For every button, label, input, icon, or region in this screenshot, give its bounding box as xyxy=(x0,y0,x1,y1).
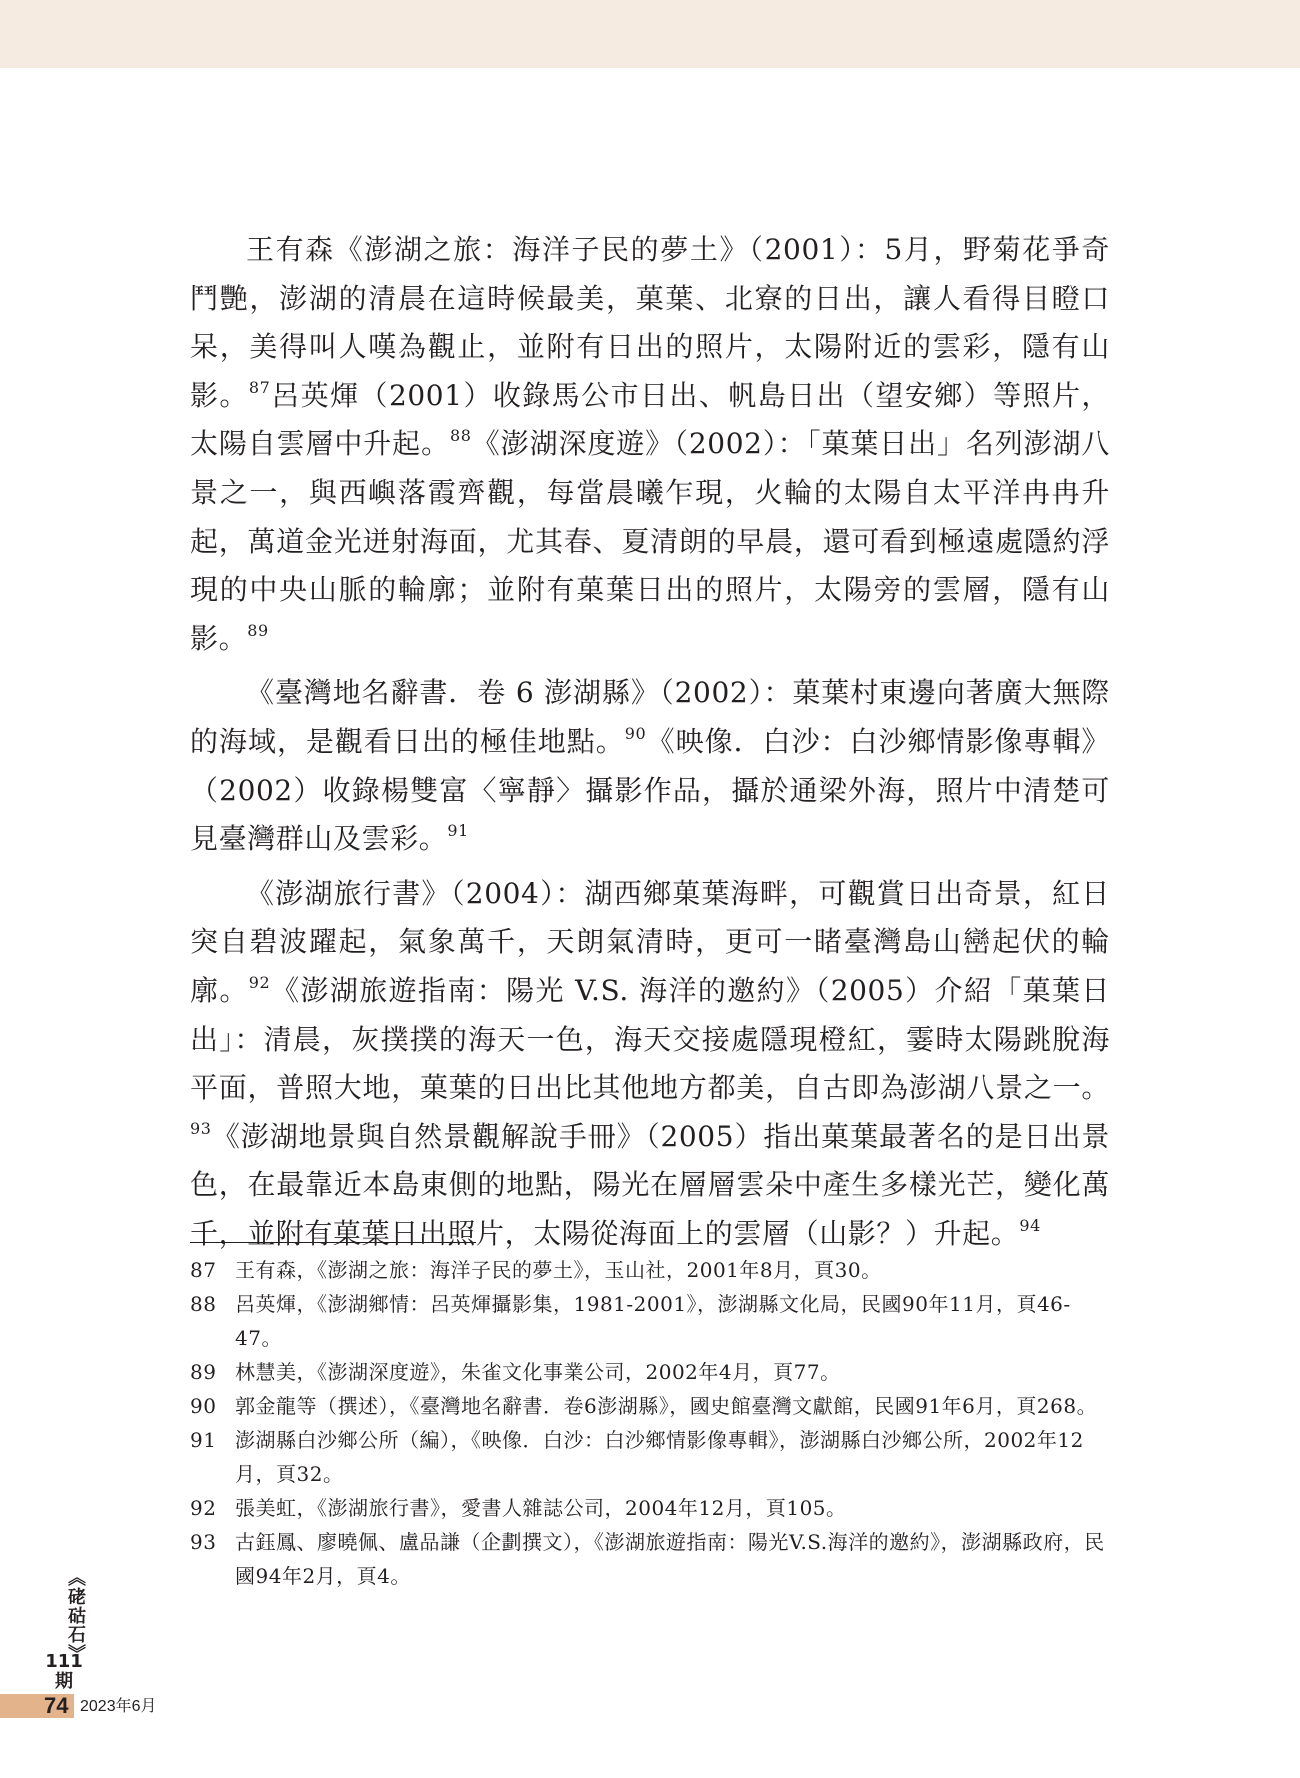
paragraph-3 xyxy=(190,870,1110,1259)
top-header-band xyxy=(0,0,1300,68)
footnote-text: 林慧美，《澎湖深度遊》，朱雀文化事業公司，2002年4月，頁77。 xyxy=(235,1360,841,1384)
paragraph-3-text-1: 《澎湖旅行書》（2004）：湖西鄉菓葉海畔，可觀賞日出奇景，紅日突自碧波躍起，氣象萬千，天朗氣清時，更可一睹臺灣島山巒起伏的輪廓。 xyxy=(190,876,1110,1007)
paragraph-1-text-2: 呂英煇（2001）收錄馬公市日出、帆島日出（望安鄉）等照片，太陽自雲層中升起。 xyxy=(190,378,1110,461)
footnote-ref-89[interactable]: 89 xyxy=(247,620,269,640)
paragraph-2 xyxy=(190,669,1110,863)
footnote-item xyxy=(190,1253,1110,1287)
issue-label: 期 xyxy=(55,1671,73,1692)
footnote-item xyxy=(190,1355,1110,1389)
footnote-number: 87 xyxy=(190,1258,217,1282)
footnote-ref-88[interactable]: 88 xyxy=(449,426,472,446)
journal-title-vertical: 《硓𥑮石》 xyxy=(65,1568,86,1663)
footnote-text: 古鈺鳳、廖曉佩、盧品謙（企劃撰文），《澎湖旅遊指南：陽光V.S.海洋的邀約》，澎湖縣政府，民國94年2月，頁4。 xyxy=(235,1530,1105,1588)
issue-number: 111 xyxy=(45,1651,83,1672)
footnote-number: 91 xyxy=(190,1428,217,1452)
paragraph-3-text-2: 《澎湖旅遊指南：陽光 V.S. 海洋的邀約》（2005）介紹「菓葉日出」：清晨，灰撲撲的海天一色，海天交接處隱現橙紅，霎時太陽跳脫海平面，普照大地，菓葉的日出比其他地方都美，自古即為澎湖八景之一。 xyxy=(190,973,1110,1105)
page-number: 74 xyxy=(44,1693,69,1718)
footnote-text: 呂英煇，《澎湖鄉情：呂英煇攝影集，1981-2001》，澎湖縣文化局，民國90年11月，頁46-47。 xyxy=(235,1292,1071,1350)
footnote-text: 張美虹，《澎湖旅行書》，愛書人雜誌公司，2004年12月，頁105。 xyxy=(235,1496,847,1520)
footnote-item xyxy=(190,1287,1110,1355)
paragraph-3-text-3: 《澎湖地景與自然景觀解說手冊》（2005）指出菓葉最著名的是日出景色，在最靠近本島東側的地點，陽光在層層雲朵中產生多樣光芒，變化萬千，並附有菓葉日出照片，太陽從海面上的雲層（山影？）升起。 xyxy=(190,1119,1110,1250)
footnote-item xyxy=(190,1423,1110,1491)
footnote-item xyxy=(190,1525,1110,1593)
issue-date: 2023年6月 xyxy=(80,1698,157,1715)
footnote-text: 王有森，《澎湖之旅：海洋子民的夢土》，玉山社，2001年8月，頁30。 xyxy=(235,1258,882,1282)
footnote-ref-93[interactable]: 93 xyxy=(190,1118,212,1138)
paragraph-1-text-1: 王有森《澎湖之旅：海洋子民的夢土》（2001）：5月，野菊花爭奇鬥艷，澎湖的清晨在這時候最美，菓葉、北寮的日出，讓人看得目瞪口呆，美得叫人嘆為觀止，並附有日出的照片，太陽附近的雲彩，隱有山影。 xyxy=(190,233,1110,412)
footnote-item xyxy=(190,1491,1110,1525)
footnote-text: 澎湖縣白沙鄉公所（編），《映像．白沙：白沙鄉情影像專輯》，澎湖縣白沙鄉公所，2002年12月，頁32。 xyxy=(235,1428,1084,1486)
paragraph-2-text-2: 《映像．白沙：白沙鄉情影像專輯》（2002）收錄楊雙富〈寧靜〉攝影作品，攝於通梁外海，照片中清楚可見臺灣群山及雲彩。 xyxy=(190,724,1110,856)
footnote-item xyxy=(190,1389,1110,1423)
footnote-number: 92 xyxy=(190,1496,217,1520)
footnote-ref-91[interactable]: 91 xyxy=(447,821,469,841)
footnote-ref-92[interactable]: 92 xyxy=(248,972,271,992)
footnote-number: 93 xyxy=(190,1530,217,1554)
footnote-number: 88 xyxy=(190,1292,217,1316)
footnote-ref-94[interactable]: 94 xyxy=(1019,1215,1041,1235)
footnote-number: 89 xyxy=(190,1360,217,1384)
footnote-number: 90 xyxy=(190,1394,217,1418)
paragraph-2-text-1: 《臺灣地名辭書．卷 6 澎湖縣》（2002）：菓葉村東邊向著廣大無際的海域，是觀看日出的極佳地點。 xyxy=(190,676,1110,758)
article-body xyxy=(190,226,1110,1264)
footnote-text: 郭金龍等（撰述），《臺灣地名辭書．卷6澎湖縣》，國史館臺灣文獻館，民國91年6月，頁268。 xyxy=(235,1394,1098,1418)
footnote-ref-90[interactable]: 90 xyxy=(624,723,647,743)
footnote-ref-87[interactable]: 87 xyxy=(248,377,271,397)
paragraph-1-text-3: 《澎湖深度遊》（2002）：「菓葉日出」名列澎湖八景之一，與西嶼落霞齊觀，每當晨曦乍現，火輪的太陽自太平洋冉冉升起，萬道金光迸射海面，尤其春、夏清朗的早晨，還可看到極遠處隱約浮現的中央山脈的輪廓；並附有菓葉日出的照片，太陽旁的雲層，隱有山影。 xyxy=(190,427,1110,655)
paragraph-1 xyxy=(190,226,1110,663)
footnotes xyxy=(190,1253,1110,1593)
footnote-divider xyxy=(190,1242,476,1243)
